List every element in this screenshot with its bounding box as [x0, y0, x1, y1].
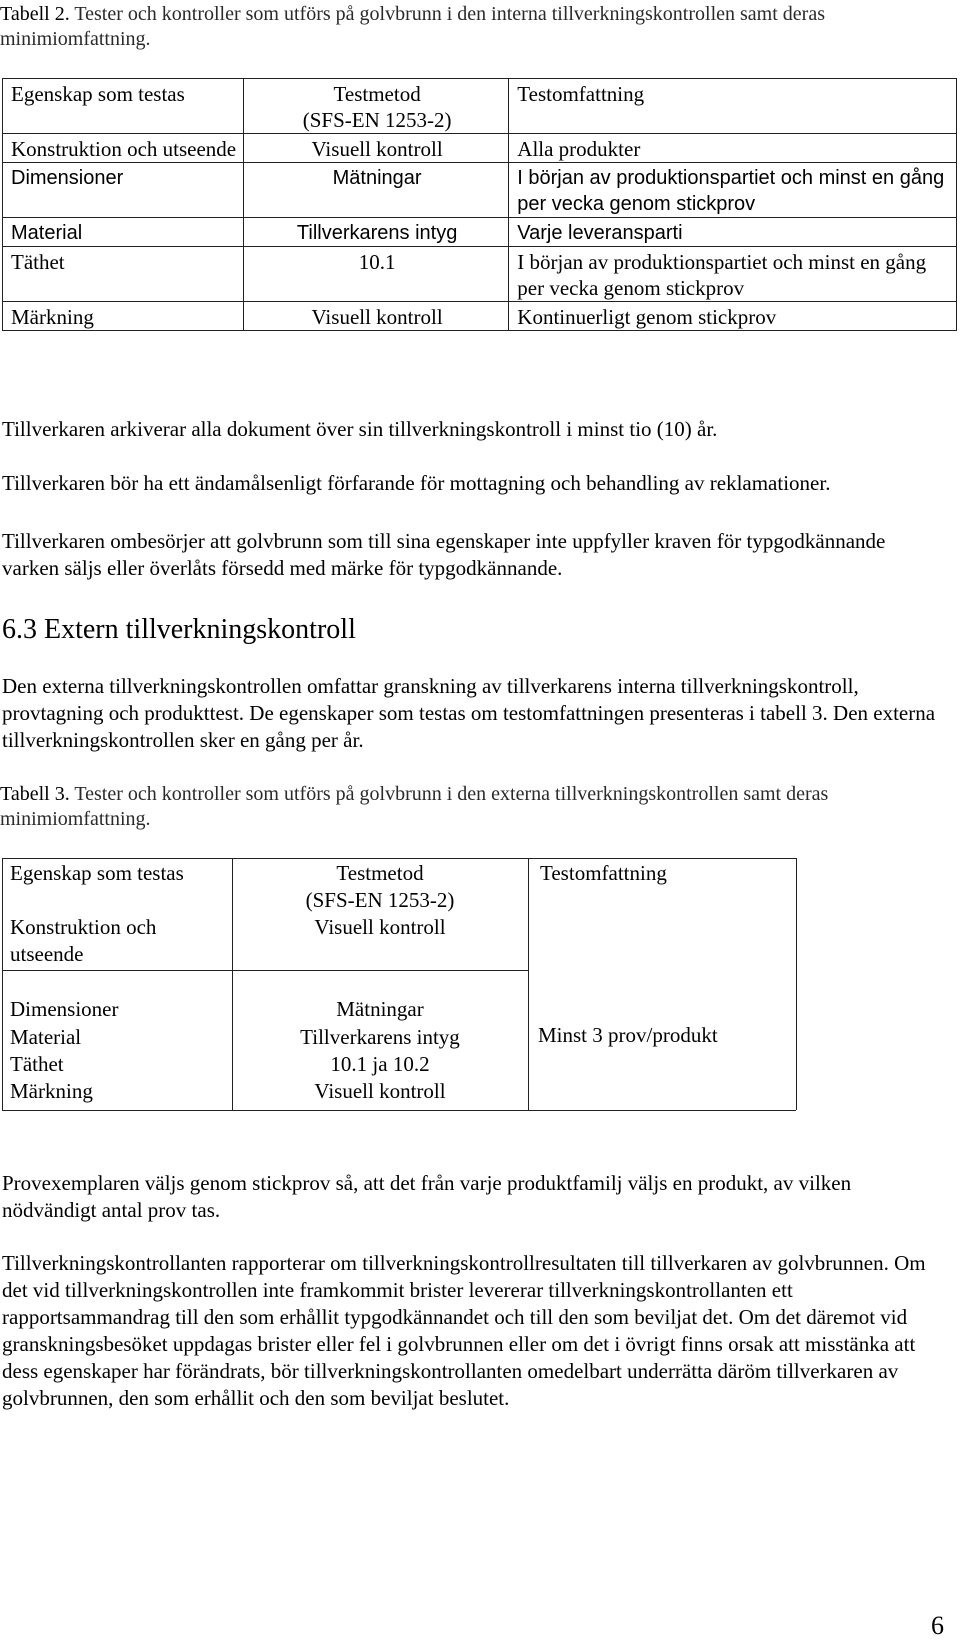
table3-caption-text: Tester och kontroller som utförs på golvbrunn i den externa tillverkningskontrollen samt deras minimiomfattning. [0, 783, 829, 830]
table2-caption [0, 2, 935, 52]
table2-header-property: Egenskap som testas [3, 79, 244, 134]
paragraph-complaints: Tillverkaren bör ha ett ändamålsenligt förfarande för mottagning och behandling av reklamationer. [2, 471, 831, 495]
table3-cell-method: Mätningar [336, 997, 424, 1021]
table3-border-left [2, 858, 3, 1110]
paragraph-nonconforming: Tillverkaren ombesörjer att golvbrunn som till sina egenskaper inte uppfyller kraven för typgodkännande varken säljs eller överlåts försedd med märke för typgodkännande. [2, 529, 886, 580]
table2-cell-method: 10.1 [243, 247, 508, 302]
paragraph-archiving: Tillverkaren arkiverar alla dokument över sin tillverkningskontroll i minst tio (10) år. [2, 417, 718, 441]
table-row [3, 218, 957, 247]
table2-header-method [243, 79, 508, 134]
table2-cell-method: Visuell kontroll [243, 134, 508, 163]
table-row [3, 134, 957, 163]
paragraph-reporting: Tillverkningskontrollanten rapporterar om tillverkningskontrollresultaten till tillverkaren av golvbrunnen. Om det vid tillverkningskontrollen inte framkommit brister levererar tillverkningskontrollanten ett rapportsammandrag till den som erhållit typgodkännandet och till den som beviljat det. Om det däremot vid granskningsbesöket uppdagas brister eller fel i golvbrunnen eller om det i övrigt finns orsak att misstänka att dess egenskaper har förändrats, bör tillverkningskontrollanten omedelbart underrätta däröm tillverkaren av golvbrunnen, den som erhållit och den som beviljat beslutet. [2, 1251, 926, 1410]
table2-header-scope: Testomfattning [509, 79, 957, 134]
table3-border-top [2, 858, 796, 859]
table3-border-bottom [2, 1110, 796, 1111]
table3-border-col2 [528, 858, 529, 1110]
table2-caption-text: Tester och kontroller som utförs på golvbrunn i den interna tillverkningskontrollen samt deras minimiomfattning. [0, 3, 825, 50]
table-row [3, 302, 957, 331]
table2 [2, 78, 957, 331]
table2-cell-property: Konstruktion och utseende [3, 134, 244, 163]
table2-cell-property: Material [3, 218, 244, 247]
paragraph-external-control: Den externa tillverkningskontrollen omfattar granskning av tillverkarens interna tillverkningskontroll, provtagning och produkttest. De egenskaper som testas om testomfattningen presenteras i tabell 3. Den externa tillverkningskontrollen sker en gång per år. [2, 674, 936, 752]
table3-cell-property: Märkning [10, 1079, 93, 1103]
table2-cell-property: Märkning [3, 302, 244, 331]
paragraph-sampling: Provexemplaren väljs genom stickprov så, att det från varje produktfamilj väljs en produkt, av vilken nödvändigt antal prov tas. [2, 1171, 852, 1222]
table3-border-right [796, 858, 797, 1110]
table3-header-method-standard: (SFS-EN 1253-2) [305, 888, 455, 912]
table-row [3, 163, 957, 218]
table3-cell-method: 10.1 ja 10.2 [330, 1052, 430, 1076]
table2-cell-scope: Varje leveransparti [509, 218, 957, 247]
table3-header-property: Egenskap som testas [10, 861, 184, 885]
table3-cell-scope: Minst 3 prov/produkt [538, 1023, 718, 1047]
table2-header-row [3, 79, 957, 134]
table3-cell-property: Dimensioner [10, 997, 119, 1021]
table2-cell-scope: Kontinuerligt genom stickprov [509, 302, 957, 331]
table2-cell-method: Mätningar [243, 163, 508, 218]
table3-caption-label: Tabell 3. [0, 783, 70, 805]
table3-cell-method: Tillverkarens intyg [300, 1025, 460, 1049]
table2-cell-method: Tillverkarens intyg [243, 218, 508, 247]
table3-cell-property: Konstruktion och utseende [10, 915, 157, 966]
table3-header-method: Testmetod [336, 861, 424, 885]
page-number: 6 [931, 1611, 944, 1640]
table3-cell-method: Visuell kontroll [314, 1079, 446, 1103]
table3-border-mid [2, 970, 528, 971]
table-row [3, 247, 957, 302]
table3 [2, 858, 797, 1113]
table2-cell-method: Visuell kontroll [243, 302, 508, 331]
table2-cell-scope: I början av produktionspartiet och minst en gång per vecka genom stickprov [509, 163, 957, 218]
table2-cell-property: Täthet [3, 247, 244, 302]
table2-header-method-text: Testmetod (SFS-EN 1253-2) [302, 82, 452, 132]
table3-cell-property: Täthet [10, 1052, 64, 1076]
table2-caption-label: Tabell 2. [0, 3, 70, 25]
table2-cell-scope: I början av produktionspartiet och minst en gång per vecka genom stickprov [509, 247, 957, 302]
table3-caption [0, 782, 935, 832]
table2-cell-scope: Alla produkter [509, 134, 957, 163]
section-heading: 6.3 Extern tillverkningskontroll [2, 614, 356, 645]
table3-cell-method: Visuell kontroll [314, 915, 446, 939]
table3-header-scope: Testomfattning [540, 861, 667, 885]
table2-cell-property: Dimensioner [3, 163, 244, 218]
table3-cell-property: Material [10, 1025, 82, 1049]
